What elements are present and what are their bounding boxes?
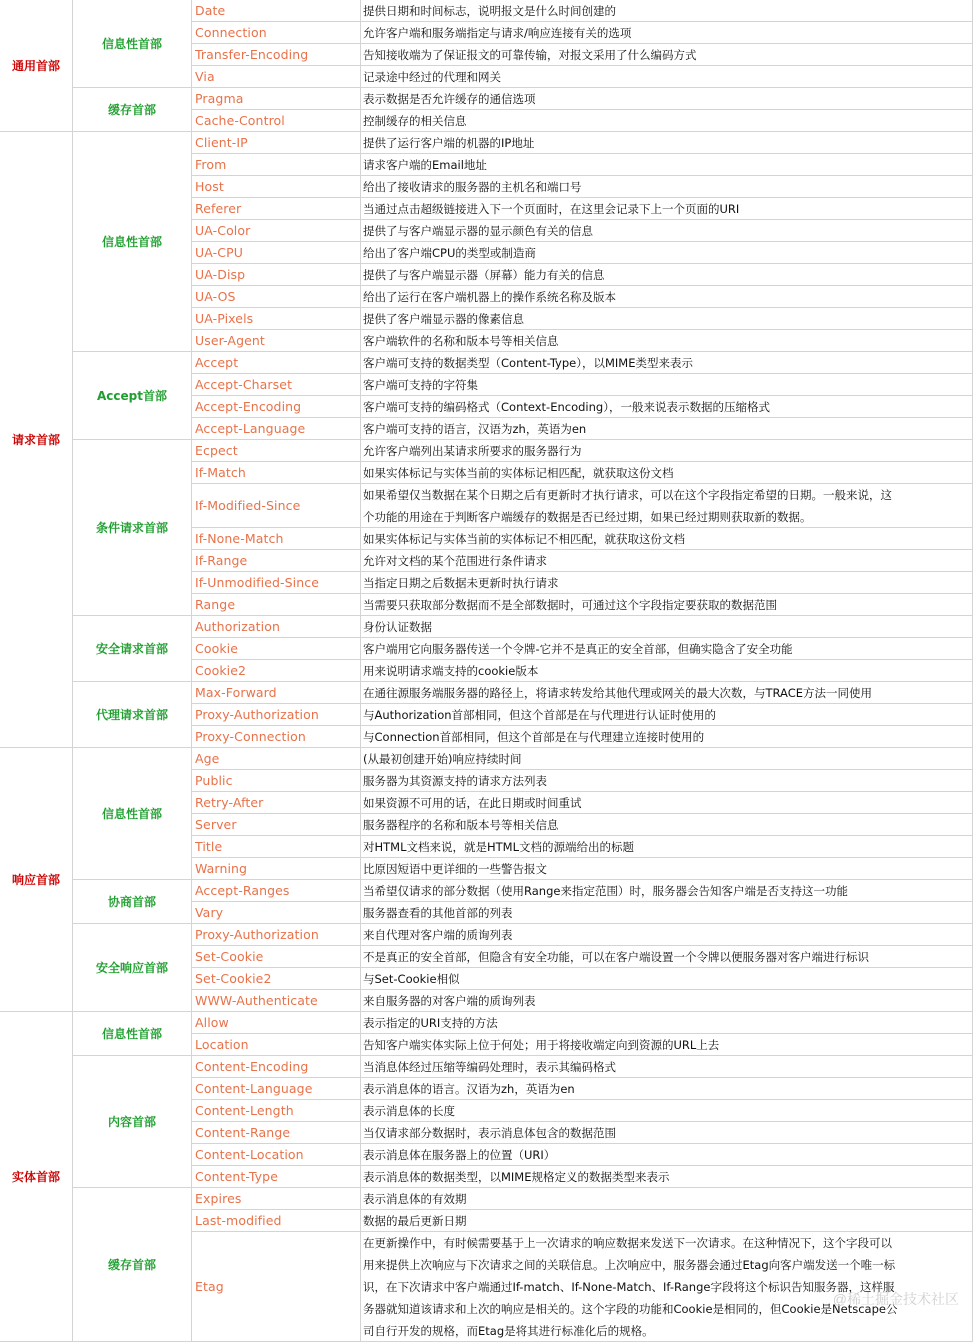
description-line: 在更新操作中，有时候需要基于上一次请求的响应数据来发送下一次请求。在这种情况下，这个字段可以 — [363, 1236, 892, 1250]
header-name: Age — [192, 748, 361, 770]
header-description: 来自服务器的对客户端的质询列表 — [361, 990, 973, 1012]
header-description: 与Authorization首部相同，但这个首部是在与代理进行认证时使用的 — [361, 704, 973, 726]
header-description: 当仅请求部分数据时，表示消息体包含的数据范围 — [361, 1122, 973, 1144]
group-name: 缓存首部 — [73, 1188, 192, 1342]
header-description: 请求客户端的Email地址 — [361, 154, 973, 176]
header-name: Range — [192, 594, 361, 616]
header-name: Cookie — [192, 638, 361, 660]
group-name: Accept首部 — [73, 352, 192, 440]
header-description: 表示消息体的数据类型，以MIME规格定义的数据类型来表示 — [361, 1166, 973, 1188]
header-name: Proxy-Connection — [192, 726, 361, 748]
header-name: UA-Color — [192, 220, 361, 242]
header-description: 客户端可支持的字符集 — [361, 374, 973, 396]
description-line: 识，在下次请求中客户端通过If-match、If-None-Match、If-Range字段将这个标识告知服务器，这样服 — [363, 1280, 895, 1294]
header-description: 允许客户端和服务端指定与请求/响应连接有关的选项 — [361, 22, 973, 44]
header-name: Allow — [192, 1012, 361, 1034]
header-description: 比原因短语中更详细的一些警告报文 — [361, 858, 973, 880]
header-description: 在通往源服务端服务器的路径上，将请求转发给其他代理或网关的最大次数，与TRACE方法一同使用 — [361, 682, 973, 704]
header-description: 提供了与客户端显示器的显示颜色有关的信息 — [361, 220, 973, 242]
header-name: UA-Pixels — [192, 308, 361, 330]
category-name: 响应首部 — [0, 748, 73, 1012]
header-name: Set-Cookie2 — [192, 968, 361, 990]
header-description: 提供了与客户端显示器（屏幕）能力有关的信息 — [361, 264, 973, 286]
header-name: Referer — [192, 198, 361, 220]
header-name: Content-Language — [192, 1078, 361, 1100]
header-name: Content-Type — [192, 1166, 361, 1188]
group-name: 信息性首部 — [73, 132, 192, 352]
group-name: 信息性首部 — [73, 1012, 192, 1056]
header-description: 对HTML文档来说，就是HTML文档的源端给出的标题 — [361, 836, 973, 858]
header-description: 控制缓存的相关信息 — [361, 110, 973, 132]
header-description: 表示消息体的有效期 — [361, 1188, 973, 1210]
header-description: 客户端可支持的编码格式（Context-Encoding），一般来说表示数据的压缩格式 — [361, 396, 973, 418]
header-name: Content-Encoding — [192, 1056, 361, 1078]
header-description: 当需要只获取部分数据而不是全部数据时，可通过这个字段指定要获取的数据范围 — [361, 594, 973, 616]
header-name: If-Unmodified-Since — [192, 572, 361, 594]
header-description: 提供日期和时间标志，说明报文是什么时间创建的 — [361, 0, 973, 22]
header-description: 用来说明请求端支持的cookie版本 — [361, 660, 973, 682]
header-name: Date — [192, 0, 361, 22]
header-description: 记录途中经过的代理和网关 — [361, 66, 973, 88]
header-name: Proxy-Authorization — [192, 924, 361, 946]
header-description: 与Set-Cookie相似 — [361, 968, 973, 990]
header-name: UA-OS — [192, 286, 361, 308]
header-description: (从最初创建开始)响应持续时间 — [361, 748, 973, 770]
header-name: Accept-Language — [192, 418, 361, 440]
header-name: Set-Cookie — [192, 946, 361, 968]
header-name: Retry-After — [192, 792, 361, 814]
category-name: 通用首部 — [0, 0, 73, 132]
header-name: Warning — [192, 858, 361, 880]
header-description — [361, 484, 973, 528]
header-name: Authorization — [192, 616, 361, 638]
header-description: 给出了运行在客户端机器上的操作系统名称及版本 — [361, 286, 973, 308]
header-name: Last-modified — [192, 1210, 361, 1232]
group-name: 信息性首部 — [73, 0, 192, 88]
header-name: Transfer-Encoding — [192, 44, 361, 66]
header-name: Via — [192, 66, 361, 88]
header-name: Public — [192, 770, 361, 792]
header-name: Content-Length — [192, 1100, 361, 1122]
group-name: 安全响应首部 — [73, 924, 192, 1012]
header-name: Max-Forward — [192, 682, 361, 704]
header-description: 客户端可支持的语言，汉语为zh，英语为en — [361, 418, 973, 440]
header-name: Accept-Ranges — [192, 880, 361, 902]
header-description: 来自代理对客户端的质询列表 — [361, 924, 973, 946]
header-description: 允许对文档的某个范围进行条件请求 — [361, 550, 973, 572]
header-description: 当指定日期之后数据未更新时执行请求 — [361, 572, 973, 594]
header-description: 提供了运行客户端的机器的IP地址 — [361, 132, 973, 154]
header-name: UA-Disp — [192, 264, 361, 286]
group-name: 条件请求首部 — [73, 440, 192, 616]
description-line: 如果希望仅当数据在某个日期之后有更新时才执行请求，可以在这个字段指定希望的日期。一般来说，这 — [363, 488, 892, 502]
header-name: If-Match — [192, 462, 361, 484]
header-name: If-Range — [192, 550, 361, 572]
group-name: 缓存首部 — [73, 88, 192, 132]
header-name: Etag — [192, 1232, 361, 1342]
header-description: 如果实体标记与实体当前的实体标记不相匹配，就获取这份文档 — [361, 528, 973, 550]
header-name: From — [192, 154, 361, 176]
header-description: 不是真正的安全首部，但隐含有安全功能，可以在客户端设置一个令牌以便服务器对客户端进行标识 — [361, 946, 973, 968]
description-line: 司自行开发的规格，而Etag是将其进行标准化后的规格。 — [363, 1324, 654, 1338]
header-name: Connection — [192, 22, 361, 44]
description-line: 用来提供上次响应与下次请求之间的关联信息。上次响应中，服务器会通过Etag向客户端发送一个唯一标 — [363, 1258, 896, 1272]
header-name: Ecpect — [192, 440, 361, 462]
header-description: 如果实体标记与实体当前的实体标记相匹配，就获取这份文档 — [361, 462, 973, 484]
header-description: 客户端用它向服务器传送一个令牌-它并不是真正的安全首部，但确实隐含了安全功能 — [361, 638, 973, 660]
header-name: Accept-Charset — [192, 374, 361, 396]
header-description: 表示指定的URI支持的方法 — [361, 1012, 973, 1034]
header-description: 告知接收端为了保证报文的可靠传输，对报文采用了什么编码方式 — [361, 44, 973, 66]
header-description: 表示消息体在服务器上的位置（URI） — [361, 1144, 973, 1166]
header-description: 客户端软件的名称和版本号等相关信息 — [361, 330, 973, 352]
header-name: Server — [192, 814, 361, 836]
header-description: 服务器为其资源支持的请求方法列表 — [361, 770, 973, 792]
header-description: 表示数据是否允许缓存的通信选项 — [361, 88, 973, 110]
header-description: 表示消息体的语言。汉语为zh，英语为en — [361, 1078, 973, 1100]
header-name: User-Agent — [192, 330, 361, 352]
header-name: Title — [192, 836, 361, 858]
header-name: Cookie2 — [192, 660, 361, 682]
header-description: 给出了接收请求的服务器的主机名和端口号 — [361, 176, 973, 198]
header-description — [361, 1232, 973, 1342]
header-name: Pragma — [192, 88, 361, 110]
header-name: If-Modified-Since — [192, 484, 361, 528]
header-description: 服务器查看的其他首部的列表 — [361, 902, 973, 924]
watermark: @稀土掘金技术社区 — [832, 1291, 959, 1307]
header-name: Accept-Encoding — [192, 396, 361, 418]
group-name: 内容首部 — [73, 1056, 192, 1188]
header-description: 给出了客户端CPU的类型或制造商 — [361, 242, 973, 264]
header-description: 告知客户端实体实际上位于何处；用于将接收端定向到资源的URL上去 — [361, 1034, 973, 1056]
header-description: 与Connection首部相同，但这个首部是在与代理建立连接时使用的 — [361, 726, 973, 748]
group-name: 代理请求首部 — [73, 682, 192, 748]
header-name: Host — [192, 176, 361, 198]
description-line: 务器就知道该请求和上次的响应是相关的。这个字段的功能和Cookie是相同的，但Cookie是Netscape公 — [363, 1302, 898, 1316]
header-name: Proxy-Authorization — [192, 704, 361, 726]
header-name: Accept — [192, 352, 361, 374]
header-name: Client-IP — [192, 132, 361, 154]
header-description: 当希望仅请求的部分数据（使用Range来指定范围）时，服务器会告知客户端是否支持这一功能 — [361, 880, 973, 902]
header-description: 服务器程序的名称和版本号等相关信息 — [361, 814, 973, 836]
header-description: 数据的最后更新日期 — [361, 1210, 973, 1232]
header-description: 允许客户端列出某请求所要求的服务器行为 — [361, 440, 973, 462]
group-name: 信息性首部 — [73, 748, 192, 880]
header-description: 身份认证数据 — [361, 616, 973, 638]
header-name: WWW-Authenticate — [192, 990, 361, 1012]
category-name: 请求首部 — [0, 132, 73, 748]
header-name: Location — [192, 1034, 361, 1056]
header-name: Expires — [192, 1188, 361, 1210]
header-description: 提供了客户端显示器的像素信息 — [361, 308, 973, 330]
header-name: Cache-Control — [192, 110, 361, 132]
header-description: 当消息体经过压缩等编码处理时，表示其编码格式 — [361, 1056, 973, 1078]
header-name: If-None-Match — [192, 528, 361, 550]
group-name: 协商首部 — [73, 880, 192, 924]
header-name: Vary — [192, 902, 361, 924]
header-description: 表示消息体的长度 — [361, 1100, 973, 1122]
group-name: 安全请求首部 — [73, 616, 192, 682]
category-name: 实体首部 — [0, 1012, 73, 1342]
description-line: 个功能的用途在于判断客户端缓存的数据是否已经过期，如果已经过期则获取新的数据。 — [363, 510, 812, 524]
header-description: 客户端可支持的数据类型（Content-Type），以MIME类型来表示 — [361, 352, 973, 374]
header-description: 当通过点击超级链接进入下一个页面时，在这里会记录下上一个页面的URI — [361, 198, 973, 220]
header-description: 如果资源不可用的话，在此日期或时间重试 — [361, 792, 973, 814]
header-name: Content-Location — [192, 1144, 361, 1166]
header-name: UA-CPU — [192, 242, 361, 264]
header-name: Content-Range — [192, 1122, 361, 1144]
